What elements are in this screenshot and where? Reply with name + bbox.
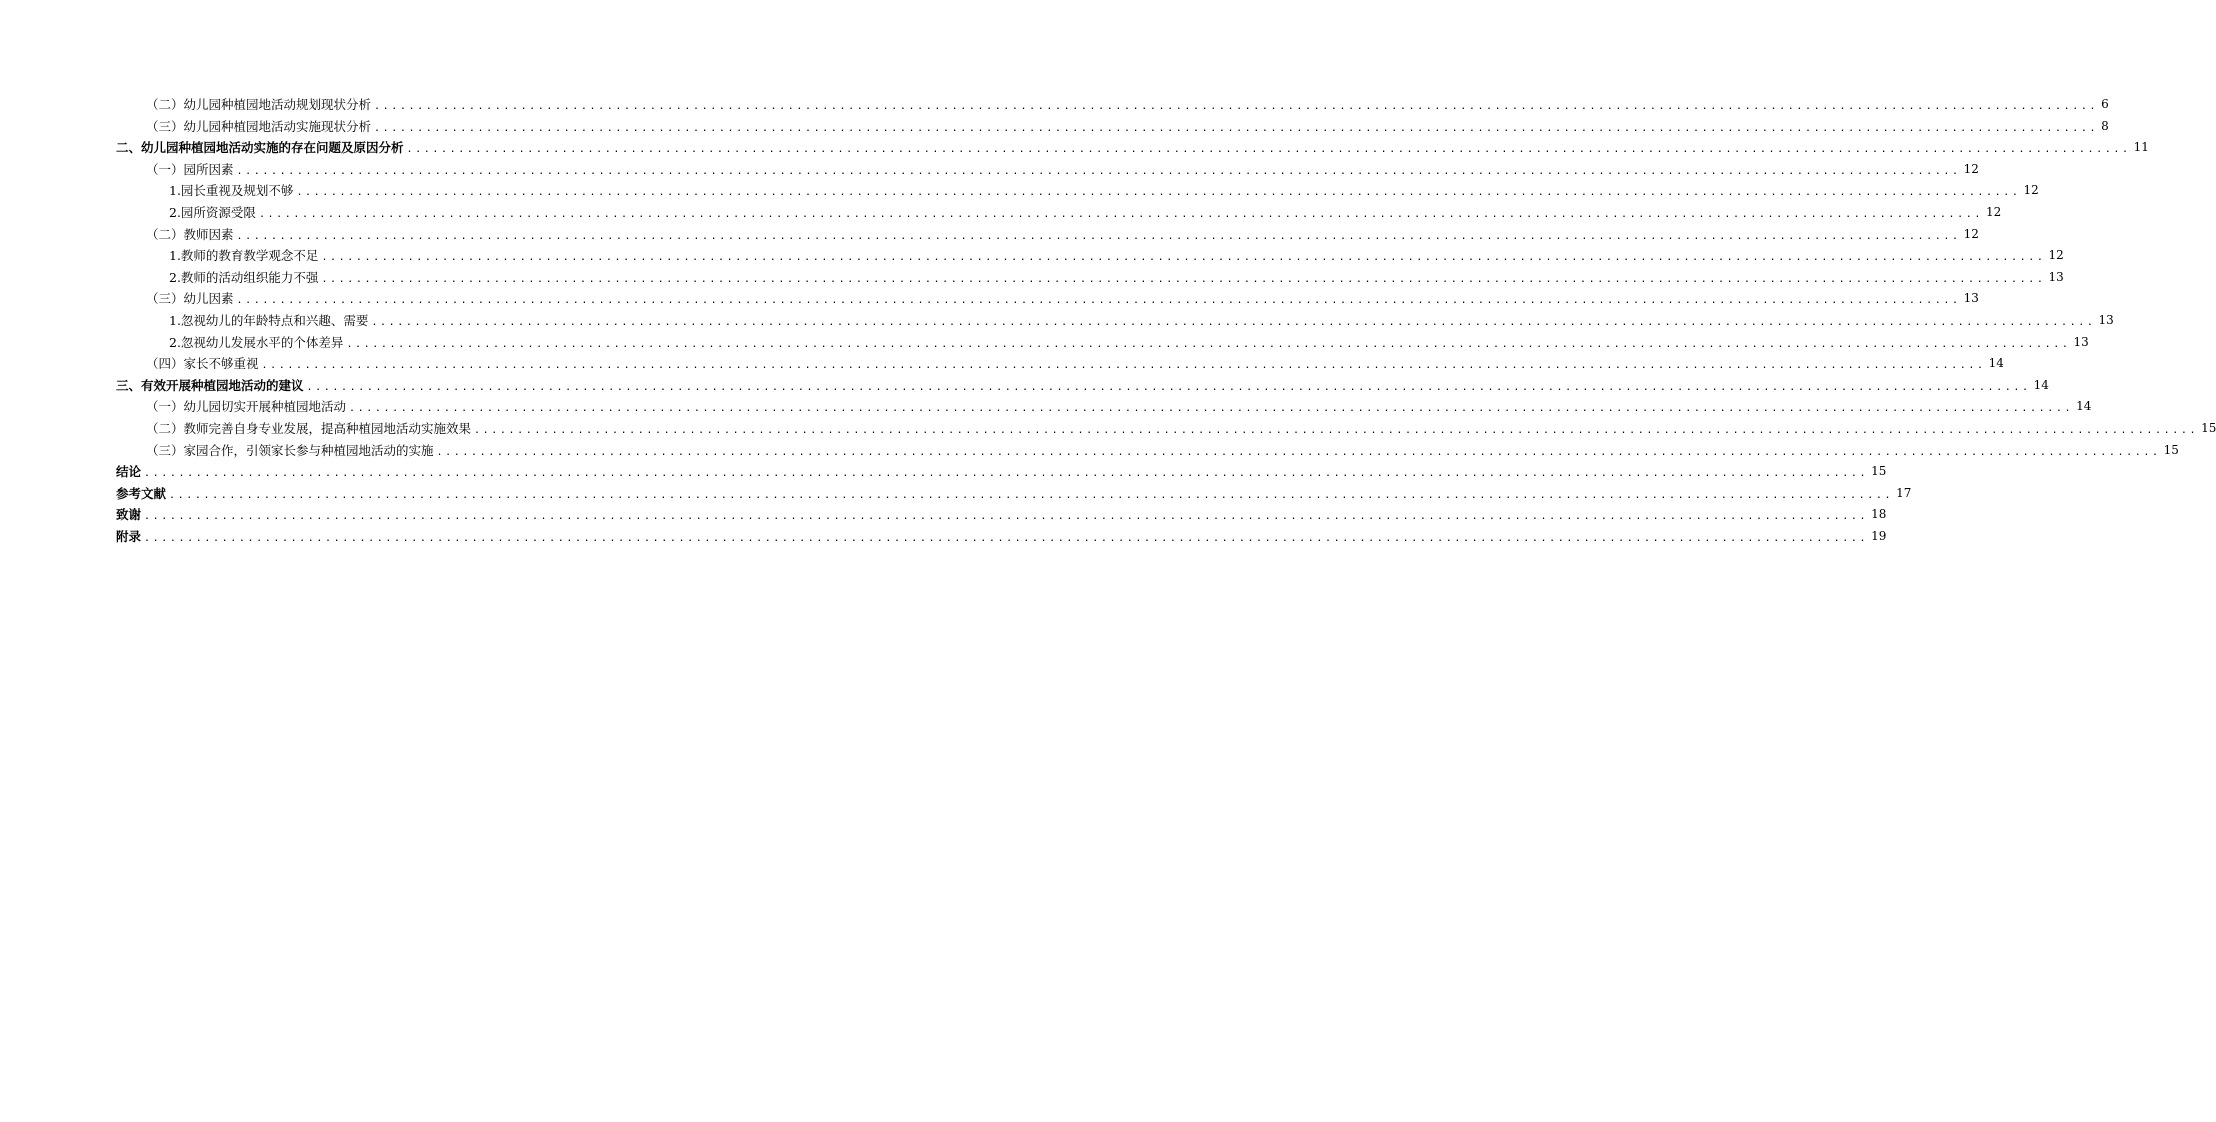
toc-entry-label: （四）家长不够重视	[146, 356, 259, 372]
toc-entry[interactable]	[116, 137, 2149, 158]
toc-entry[interactable]	[146, 116, 2109, 137]
toc-page-number: 11	[2133, 140, 2149, 155]
toc-entry[interactable]	[146, 396, 2092, 417]
toc-page-number: 12	[1986, 205, 2002, 219]
toc-entry-label: （二）教师因素	[146, 226, 234, 242]
toc-entry-label: （二）教师完善自身专业发展，提高种植园地活动实施效果	[146, 421, 472, 436]
toc-page-number: 12	[2023, 183, 2039, 198]
toc-dot-leader: ........................................................................................................................................................................................................	[321, 252, 2046, 264]
toc-page-number: 8	[2101, 118, 2109, 133]
toc-page-number: 14	[2033, 377, 2049, 392]
toc-entry-label: 1.忽视幼儿的年龄特点和兴趣、需要	[169, 313, 369, 328]
toc-entry-label: （二）幼儿园种植园地活动规划现状分析	[146, 97, 372, 112]
toc-dot-leader: ........................................................................................................................................................................................................	[306, 381, 2031, 393]
toc-entry-label: 结论	[116, 464, 142, 480]
toc-entry[interactable]	[169, 267, 2064, 288]
toc-entry[interactable]	[116, 483, 1912, 504]
toc-entry[interactable]	[169, 332, 2089, 353]
toc-entry-label: 2.教师的活动组织能力不强	[169, 269, 319, 285]
toc-entry-label: （三）幼儿园种植园地活动实施现状分析	[146, 118, 372, 134]
toc-page-number: 13	[1963, 291, 1979, 306]
toc-dot-leader: ........................................................................................................................................................................................................	[236, 295, 1961, 307]
toc-entry-label: 参考文献	[116, 485, 167, 501]
toc-page-number: 15	[2163, 442, 2179, 457]
toc-entry[interactable]	[146, 418, 2216, 439]
toc-entry-label: （一）园所因素	[146, 161, 234, 177]
toc-entry-label: （一）幼儿园切实开展种植园地活动	[146, 399, 347, 415]
toc-dot-leader: ........................................................................................................................................................................................................	[406, 144, 2131, 156]
toc-dot-leader: ........................................................................................................................................................................................................	[436, 446, 2161, 458]
toc-entry-label: 二、幼儿园种植园地活动实施的存在问题及原因分析	[116, 140, 404, 156]
toc-entry-label: （三）家园合作，引领家长参与种植园地活动的实施	[146, 442, 434, 458]
toc-page-number: 12	[1963, 161, 1979, 176]
toc-dot-leader: ........................................................................................................................................................................................................	[169, 489, 1894, 501]
toc-page-number: 13	[2098, 313, 2114, 327]
toc-entry[interactable]	[116, 504, 1887, 525]
toc-entry[interactable]	[146, 159, 1979, 180]
toc-page-number: 13	[2073, 334, 2089, 349]
toc-dot-leader: ........................................................................................................................................................................................................	[346, 338, 2071, 350]
toc-page-number: 12	[1963, 226, 1979, 241]
toc-entry[interactable]	[116, 375, 2049, 396]
toc-entry[interactable]	[146, 288, 1979, 309]
toc-dot-leader: ........................................................................................................................................................................................................	[236, 230, 1961, 242]
toc-page-number: 6	[2101, 97, 2109, 111]
toc-dot-leader: ........................................................................................................................................................................................................	[144, 511, 1869, 523]
toc-dot-leader: ........................................................................................................................................................................................................	[371, 317, 2096, 328]
toc-entry-label: 致谢	[116, 507, 142, 523]
toc-dot-leader: ........................................................................................................................................................................................................	[236, 165, 1961, 177]
toc-entry-label: （三）幼儿因素	[146, 291, 234, 307]
toc-entry-label: 1.园长重视及规划不够	[169, 183, 294, 199]
toc-page-number: 14	[1988, 356, 2004, 371]
toc-entry[interactable]	[169, 310, 2114, 331]
toc-entry-label: 1.教师的教育教学观念不足	[169, 248, 319, 264]
toc-entry[interactable]	[169, 245, 2064, 266]
toc-dot-leader: ........................................................................................................................................................................................................	[374, 101, 2099, 112]
toc-dot-leader: ........................................................................................................................................................................................................	[474, 425, 2199, 436]
toc-entry-label: 2.园所资源受限	[169, 205, 256, 220]
toc-dot-leader: ........................................................................................................................................................................................................	[144, 468, 1869, 480]
toc-page-number: 18	[1871, 507, 1887, 522]
toc-dot-leader: ........................................................................................................................................................................................................	[144, 533, 1869, 544]
toc-entry[interactable]	[169, 180, 2039, 201]
toc-dot-leader: ........................................................................................................................................................................................................	[374, 122, 2099, 134]
toc-entry[interactable]	[146, 440, 2179, 461]
toc-entry[interactable]	[169, 202, 2002, 223]
toc-page-number: 19	[1871, 529, 1887, 543]
toc-dot-leader: ........................................................................................................................................................................................................	[258, 209, 1984, 220]
toc-entry-label: 三、有效开展种植园地活动的建议	[116, 377, 304, 393]
toc-entry-label: 附录	[116, 529, 142, 544]
toc-page-number: 17	[1896, 485, 1912, 500]
toc-entry[interactable]	[146, 224, 1979, 245]
toc-dot-leader: ........................................................................................................................................................................................................	[296, 187, 2021, 199]
toc-entry[interactable]	[146, 94, 2109, 115]
toc-page-number: 15	[1871, 464, 1887, 479]
toc-dot-leader: ........................................................................................................................................................................................................	[321, 273, 2046, 285]
toc-entry[interactable]	[116, 461, 1887, 482]
toc-page-number: 15	[2201, 421, 2216, 435]
toc-entry[interactable]	[146, 353, 2004, 374]
toc-page-number: 12	[2048, 248, 2064, 263]
toc-entry-label: 2.忽视幼儿发展水平的个体差异	[169, 334, 344, 350]
toc-dot-leader: ........................................................................................................................................................................................................	[261, 360, 1986, 372]
toc-entry[interactable]	[116, 526, 1887, 547]
toc-page-number: 14	[2076, 399, 2092, 414]
toc-page-number: 13	[2048, 269, 2064, 284]
toc-dot-leader: ........................................................................................................................................................................................................	[349, 403, 2074, 415]
